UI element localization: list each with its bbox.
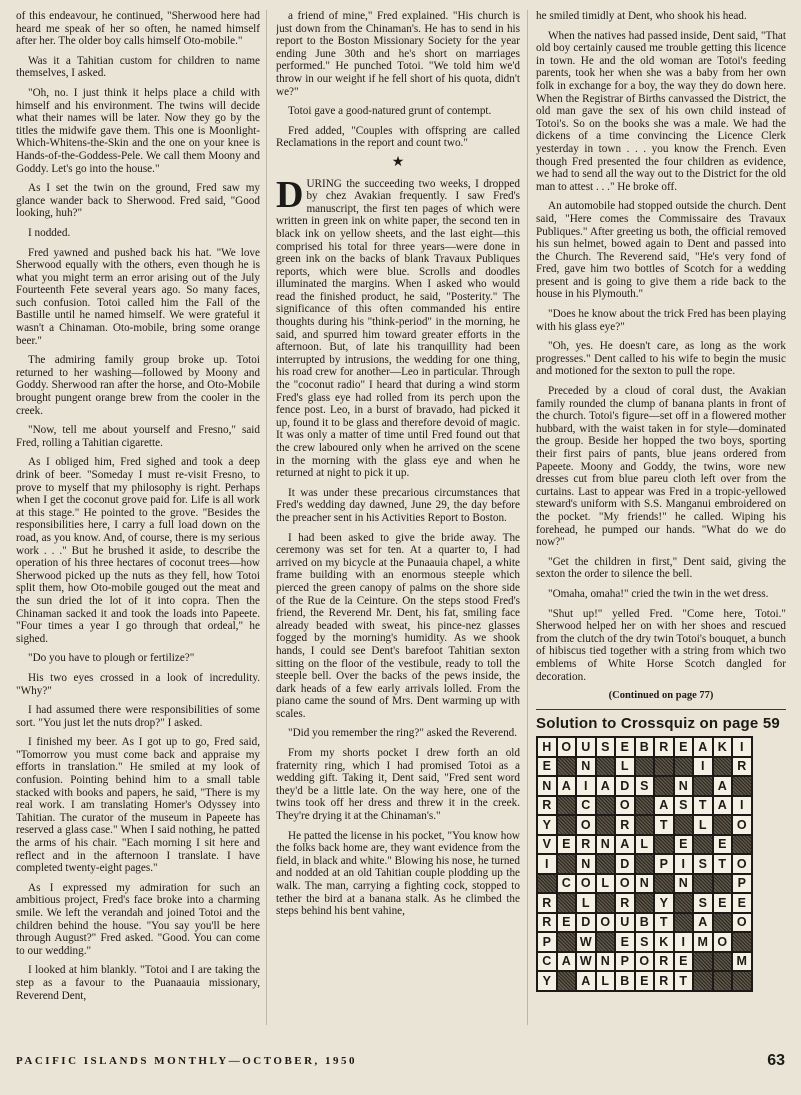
crossword-letter-cell: M [693, 932, 713, 952]
crossword-letter-cell: O [596, 913, 616, 933]
crossword-title: Solution to Crossquiz on page 59 [536, 714, 780, 732]
crossword-letter-cell: C [557, 874, 577, 894]
crossword-black-cell [732, 776, 752, 796]
crossword-black-cell [596, 796, 616, 816]
paragraph: As I expressed my admiration for such an ambitious project, Fred's face broke into a charming smile. We left the verandah and joined Totoi and the children behind the house. "You say you'll be here through August?" Fred asked. "Good. You can come to our wedding." [16, 881, 260, 957]
crossword-black-cell [537, 874, 557, 894]
crossword-letter-cell: N [596, 952, 616, 972]
crossword-letter-cell: A [557, 952, 577, 972]
crossword-letter-cell: A [557, 776, 577, 796]
crossword-black-cell [674, 757, 694, 777]
crossword-letter-cell: S [635, 776, 655, 796]
crossword-letter-cell: K [713, 737, 733, 757]
crossword-letter-cell: A [654, 796, 674, 816]
crossword-letter-cell: N [674, 776, 694, 796]
crossword-letter-cell: Y [537, 815, 557, 835]
paragraph: As I obliged him, Fred sighed and took a deep drink of beer. "Someday I must re-visit Fresno, to prove to myself that my philosophy is right. Perhaps when I get the coconut grove paid for. Life is all work at this stage." He pointed to the grove. "Besides the responsibilities here, I carry a full load down on the road, as you know. And, of course, there is my serious work . . ." But he brushed it aside, to describe the operation of his three hectares of coconut trees—how Sherwood picked up the nuts as they fell, how Totoi split them, how Oto-mobile gouged out the meat and the sun dried the lot of it into copra. Then the Chinaman sacked it and took the loads into Papeete. "Four times a year I go through that ordeal," he sighed. [16, 456, 260, 645]
crossword-black-cell [693, 971, 713, 991]
column-2 [276, 10, 520, 1025]
footer-masthead: PACIFIC ISLANDS MONTHLY—OCTOBER, 1950 [16, 1055, 358, 1067]
paragraph: I had assumed there were responsibilities of some sort. "You just let the nuts drop?" I asked. [16, 704, 260, 729]
crossword-letter-cell: S [693, 854, 713, 874]
paragraph: Preceded by a cloud of coral dust, the Avakian family rounded the clump of banana plants in front of the church. Totoi's figure—set off in a flowered mother hubbard, with the waist taken in for style—dominated the group. Beside her hopped the two boys, sporting their first pairs of pants, blue jeans ordered from Papeete. Moony and Goddy, the twins, wore new dresses cut from blue pareu cloth left over from the curtains. Last to appear was Fred in a tropic-yellowed steward's uniform with S.S. Manganui embroidered on the pocket. "My friends!" he called. Wiping his forehead, he pumped our hands. "What do we do now?" [536, 385, 786, 549]
crossword-letter-cell: E [674, 952, 694, 972]
crossword-letter-cell: T [654, 815, 674, 835]
crossword-black-cell [713, 874, 733, 894]
paragraph: When the natives had passed inside, Dent said, "That old boy certainly caused me trouble getting this licence in town. He and the old woman are Totoi's feeding parents, took her when she was a baby from her own folk in exchange for a boy, the way they do down here. When the Registrar of Births canvassed the District, the old man gave the sex of his own child instead of Totoi's. So on the books she was a male. We had the dickens of a time convincing the Licence Clerk yesterday in town . . . you know the French. Even though Fred presented the four children as evidence, we had to send all the way out to the District for the old man to attest . . ." He broke off. [536, 29, 786, 193]
crossword-black-cell [557, 971, 577, 991]
crossword-letter-cell: S [635, 932, 655, 952]
crossword-black-cell [713, 913, 733, 933]
crossword-letter-cell: P [732, 874, 752, 894]
crossword-black-cell [713, 757, 733, 777]
crossword-letter-cell: A [615, 835, 635, 855]
crossword-letter-cell: I [576, 776, 596, 796]
crossword-letter-cell: I [674, 932, 694, 952]
crossword-letter-cell: E [713, 893, 733, 913]
crossword-letter-cell: C [537, 952, 557, 972]
crossword-letter-cell: S [674, 796, 694, 816]
paragraph: As I set the twin on the ground, Fred saw my glance wander back to Sherwood. Fred said, "Good looking, huh?" [16, 182, 260, 220]
crossword-black-cell [635, 854, 655, 874]
crossword-letter-cell: D [576, 913, 596, 933]
crossword-letter-cell: W [576, 952, 596, 972]
section-separator-star: ★ [391, 154, 405, 170]
column-3 [536, 10, 786, 1025]
crossword-letter-cell: L [596, 874, 616, 894]
crossword-black-cell [654, 757, 674, 777]
crossword-black-cell [732, 971, 752, 991]
crossword-letter-cell: L [635, 835, 655, 855]
crossword-letter-cell: E [615, 737, 635, 757]
crossword-black-cell [693, 776, 713, 796]
crossword-letter-cell: O [732, 815, 752, 835]
paragraph: I nodded. [28, 226, 71, 239]
paragraph: Fred added, "Couples with offspring are called Reclamations in the report and count two." [276, 124, 520, 150]
crossword-black-cell [557, 893, 577, 913]
crossword-letter-cell: O [615, 874, 635, 894]
crossword-letter-cell: P [654, 854, 674, 874]
crossword-letter-cell: A [693, 737, 713, 757]
crossword-letter-cell: E [635, 971, 655, 991]
crossword-letter-cell: O [615, 796, 635, 816]
paragraph: "Did you remember the ring?" asked the Reverend. [288, 727, 518, 740]
crossword-letter-cell: S [596, 737, 616, 757]
crossword-black-cell [654, 874, 674, 894]
crossword-letter-cell: E [537, 757, 557, 777]
crossword-black-cell [693, 835, 713, 855]
crossword-black-cell [596, 932, 616, 952]
crossword-letter-cell: A [596, 776, 616, 796]
paragraph: The admiring family group broke up. Totoi returned to her washing—followed by Moony and Goddy. Sherwood ran after the horse, and Oto-Mobile brought pungent orange brew from the cooler in the creek. [16, 354, 260, 417]
page-footer [16, 1050, 785, 1072]
crossword-black-cell [557, 932, 577, 952]
crossword-letter-cell: L [596, 971, 616, 991]
column-1 [16, 10, 260, 1025]
crossword-letter-cell: U [615, 913, 635, 933]
crossword-letter-cell: R [732, 757, 752, 777]
crossword-black-cell [732, 835, 752, 855]
crossword-black-cell [693, 874, 713, 894]
crossword-letter-cell: O [576, 874, 596, 894]
crossword-letter-cell: E [557, 835, 577, 855]
crossword-letter-cell: I [732, 796, 752, 816]
crossword-letter-cell: I [537, 854, 557, 874]
crossword-black-cell [674, 893, 694, 913]
crossword-letter-cell: B [615, 971, 635, 991]
crossword-letter-cell: T [674, 971, 694, 991]
crossword-letter-cell: R [537, 913, 557, 933]
crossword-letter-cell: Y [654, 893, 674, 913]
crossword-black-cell [635, 815, 655, 835]
crossword-letter-cell: L [615, 757, 635, 777]
crossword-letter-cell: L [576, 893, 596, 913]
crossword-letter-cell: R [576, 835, 596, 855]
crossword-letter-cell: E [557, 913, 577, 933]
crossword-letter-cell: A [576, 971, 596, 991]
paragraph: An automobile had stopped outside the church. Dent said, "Here comes the Commissaire des Travaux Publiques." After greeting us both, the official removed his sun helmet, bowed again to Dent and passed into the Church. The Reverend said, "He's very fond of Fred, gave him two bottles of Scotch for a wedding present and is going to give them a ride back to the house in his Plymouth." [536, 200, 786, 301]
crossword-letter-cell: N [576, 757, 596, 777]
paragraph: Fred yawned and pushed back his hat. "We love Sherwood equally with the others, even though he is what you might term an error arising out of the July Fourteenth Fete several years ago. So many faces, such confusion. Totoi called him the Fall of the Bastille until he named himself. We were grateful it wasn't a Chinaman. Oto-mobile, bring some orange beer." [16, 246, 260, 347]
paragraph: "Do you have to plough or fertilize?" [28, 652, 195, 665]
crossword-black-cell [596, 854, 616, 874]
crossword-black-cell [596, 893, 616, 913]
page-number: 63 [767, 1052, 785, 1069]
crossword-black-cell [596, 815, 616, 835]
crossword-black-cell [732, 932, 752, 952]
section-rule [536, 709, 786, 710]
crossword-black-cell [654, 776, 674, 796]
crossword-letter-cell: E [713, 835, 733, 855]
lead-paragraph-text: URING the succeeding two weeks, I dropped by chez Avakian frequently. I saw Fred's manuscript, the first ten pages of which were written in green ink on white paper, the second ten in black ink on yellow sheets, and the last eight—this comprised his total for three years—were done in green ink on the backs of blank Travaux Publiques reports, which were blue. Scrolls and doodles illuminated the margins. When I asked who would read the finished product, he said, "Posterity." The significance of this often commanded his entire thoughts during his "think-period" in the morning, he said, and spurred him toward greater efforts in the afternoon. But, of late his tranquillity had been interrupted by intrusions, the wedding for one thing, his road crew for another—Leo in particular. Through the "coconut radio" I heard that during a wind storm Fred's glass eye had rolled from its perch upon the fence post. Leo, in a burst of bravado, had picked it up, found it to be glass and therefore devoid of magic. It was only a matter of time until Fred found out that the crew laboured only when he arrived on the scene in the morning with the glass eye and when he returned at night to pick it up. [276, 177, 520, 480]
crossword-black-cell [713, 971, 733, 991]
crossword-black-cell [557, 854, 577, 874]
paragraph: It was under these precarious circumstances that Fred's wedding day dawned, June 29, the day before the preacher sent in his Activities Report to Boston. [276, 486, 520, 524]
crossword-letter-cell: D [615, 776, 635, 796]
crossword-letter-cell: A [713, 776, 733, 796]
crossword-letter-cell: H [537, 737, 557, 757]
crossword-letter-cell: R [654, 952, 674, 972]
crossword-letter-cell: I [693, 757, 713, 777]
crossword-letter-cell: O [557, 737, 577, 757]
crossword-letter-cell: B [635, 913, 655, 933]
crossword-letter-cell: V [537, 835, 557, 855]
paragraph: He patted the license in his pocket, "You know how the folks back home are, they want evidence from the field, in black and white." Blowing his nose, he turned and nodded at an old Tahitian couple plodding up the walk. The man, carrying a fighting cock, stopped to tether the bird at a banana stalk. As he climbed the steps behind his bent vahine, [276, 829, 520, 918]
paragraph: Was it a Tahitian custom for children to name themselves, I asked. [16, 54, 260, 80]
crossword-black-cell [635, 796, 655, 816]
paragraph: "Omaha, omaha!" cried the twin in the wet dress. [548, 587, 769, 600]
crossword-letter-cell: N [674, 874, 694, 894]
crossword-letter-cell: O [732, 854, 752, 874]
crossword-letter-cell: O [635, 952, 655, 972]
crossword-letter-cell: U [576, 737, 596, 757]
crossword-letter-cell: N [537, 776, 557, 796]
crossword-black-cell [635, 893, 655, 913]
paragraph: "Shut up!" yelled Fred. "Come here, Totoi." Sherwood helped her on with her shoes and rescued from the clutch of the dry twin Totoi's bouquet, a bunch of hibiscus tied together with a string from which two emblems of White Horse Scotch dangled for decoration. [536, 607, 786, 683]
crossword-letter-cell: P [537, 932, 557, 952]
paragraph: I looked at him blankly. "Totoi and I are taking the step as a favour to the Puanaauia missionary, Reverend Dent, [16, 964, 260, 1002]
drop-cap: D [276, 173, 304, 216]
crossword-letter-cell: I [732, 737, 752, 757]
crossword-letter-cell: E [732, 893, 752, 913]
crossword-letter-cell: A [693, 913, 713, 933]
crossword-letter-cell: D [615, 854, 635, 874]
paragraph: His two eyes crossed in a look of incredulity. "Why?" [16, 671, 260, 697]
crossword-letter-cell: E [674, 835, 694, 855]
paragraph: "Does he know about the trick Fred has been playing with his glass eye?" [536, 308, 786, 333]
crossword-letter-cell: E [615, 932, 635, 952]
paragraph: "Oh, no. I just think it helps place a child with himself and his environment. The twins will decide what their names will be later. Now they go by the titles the midwife gave them. This one is Moonlight-Which-Whitens-the-Skin and the one on your knee is Hands-of-the-Goddess-Pele. We call them Moony and Goddy. Let's go into the house." [16, 86, 260, 175]
crossword-black-cell [713, 952, 733, 972]
crossword-letter-cell: P [615, 952, 635, 972]
paragraph: I had been asked to give the bride away. The ceremony was set for ten. At a quarter to, I had arrived on my bicycle at the Punaauia chapel, a white frame building with an enormous steeple which pierced the green canopy of palms on the shore side of the Rue de la Ceinture. On the steps stood Fred's friend, the Reverend Mr. Dent, his fat, smiling face already beaded with sweat, his pince-nez glasses fogged by the morning's humidity. As we shook hands, I could see Dent's barefoot Tahitian sexton sitting on the floor of the vestibule, ready to toll the steeple bell. Over the backs of the pews inside, the dark heads of a few early arrivals lolled. From the piano came the sound of Mrs. Dent warming up with scales. [276, 531, 520, 720]
crossword-letter-cell: I [674, 854, 694, 874]
crossword-black-cell [674, 815, 694, 835]
crossword-grid [536, 736, 753, 992]
column-divider [527, 10, 528, 1025]
crossword-black-cell [557, 796, 577, 816]
crossword-letter-cell: C [576, 796, 596, 816]
paragraph: he smiled timidly at Dent, who shook his head. [536, 10, 747, 22]
crossword-letter-cell: A [713, 796, 733, 816]
paragraph: of this endeavour, he continued, "Sherwood here had heard me speak of her so often, he named himself after her. The older boy calls himself Oto-mobile." [16, 10, 260, 48]
crossword-letter-cell: R [615, 893, 635, 913]
crossword-letter-cell: L [693, 815, 713, 835]
crossword-letter-cell: O [713, 932, 733, 952]
paragraph: "Get the children in first," Dent said, giving the sexton the order to silence the bell. [536, 555, 786, 581]
crossword-black-cell [557, 757, 577, 777]
lead-paragraph [276, 173, 520, 480]
paragraph: I finished my beer. As I got up to go, Fred said, "Tomorrow you must come back and appraise my efforts in translation." He smiled at my look of confusion. Pointing behind him to a small table stacked with books and papers, he said, "There is my real work. I am translating Homer's Odyssey into Tahitian. The curator of the museum in Papeete has reserved a glass case." When I said nothing, he patted the arms of his chair. "Each morning I sit here and reflect and in the afternoon I translate. I have completed twenty-eight pages." [16, 736, 260, 875]
paragraph: Totoi gave a good-natured grunt of contempt. [288, 105, 492, 118]
crossword-letter-cell: B [635, 737, 655, 757]
paragraph: a friend of mine," Fred explained. "His church is just down from the Chinaman's. He has to send in his report to the Boston Missionary Society for the year ending June 30th and he's short on marriages performed." He punched Totoi. "We told him we'd throw in our weight if he fell short of his quota, didn't we?" [276, 10, 520, 98]
crossword-letter-cell: K [654, 932, 674, 952]
crossword-black-cell [654, 835, 674, 855]
crossword-letter-cell: T [693, 796, 713, 816]
crossword-letter-cell: R [654, 971, 674, 991]
paragraph: From my shorts pocket I drew forth an old fraternity ring, which I had promised Totoi as a wedding gift. Taking it, Dent said, "Fred sent word they'd be a little late. On the way here, one of the twins took off her dress and threw it in the creek. They're drying it at the Chinaman's." [276, 747, 520, 823]
crossword-letter-cell: Y [537, 971, 557, 991]
column-divider [266, 10, 267, 1025]
crossword-letter-cell: W [576, 932, 596, 952]
crossword-black-cell [596, 757, 616, 777]
crossword-letter-cell: T [654, 913, 674, 933]
crossword-letter-cell: N [576, 854, 596, 874]
crossword-letter-cell: R [615, 815, 635, 835]
crossword-letter-cell: R [654, 737, 674, 757]
crossword-letter-cell: M [732, 952, 752, 972]
crossword-letter-cell: R [537, 893, 557, 913]
continued-note: (Continued on page 77) [608, 690, 714, 702]
paragraph: "Oh, yes. He doesn't care, as long as the work progresses." Dent called to his wife to begin the music and motioned for the sexton to pull the rope. [536, 340, 786, 378]
paragraph: "Now, tell me about yourself and Fresno," said Fred, rolling a Tahitian cigarette. [16, 424, 260, 449]
crossword-letter-cell: N [596, 835, 616, 855]
crossword-letter-cell: R [537, 796, 557, 816]
crossword-black-cell [693, 952, 713, 972]
crossword-letter-cell: S [693, 893, 713, 913]
crossword-black-cell [674, 913, 694, 933]
crossword-letter-cell: E [674, 737, 694, 757]
crossword-letter-cell: O [732, 913, 752, 933]
crossword-letter-cell: T [713, 854, 733, 874]
crossword-black-cell [713, 815, 733, 835]
crossword-letter-cell: N [635, 874, 655, 894]
crossword-letter-cell: O [576, 815, 596, 835]
crossword-black-cell [635, 757, 655, 777]
crossword-black-cell [557, 815, 577, 835]
